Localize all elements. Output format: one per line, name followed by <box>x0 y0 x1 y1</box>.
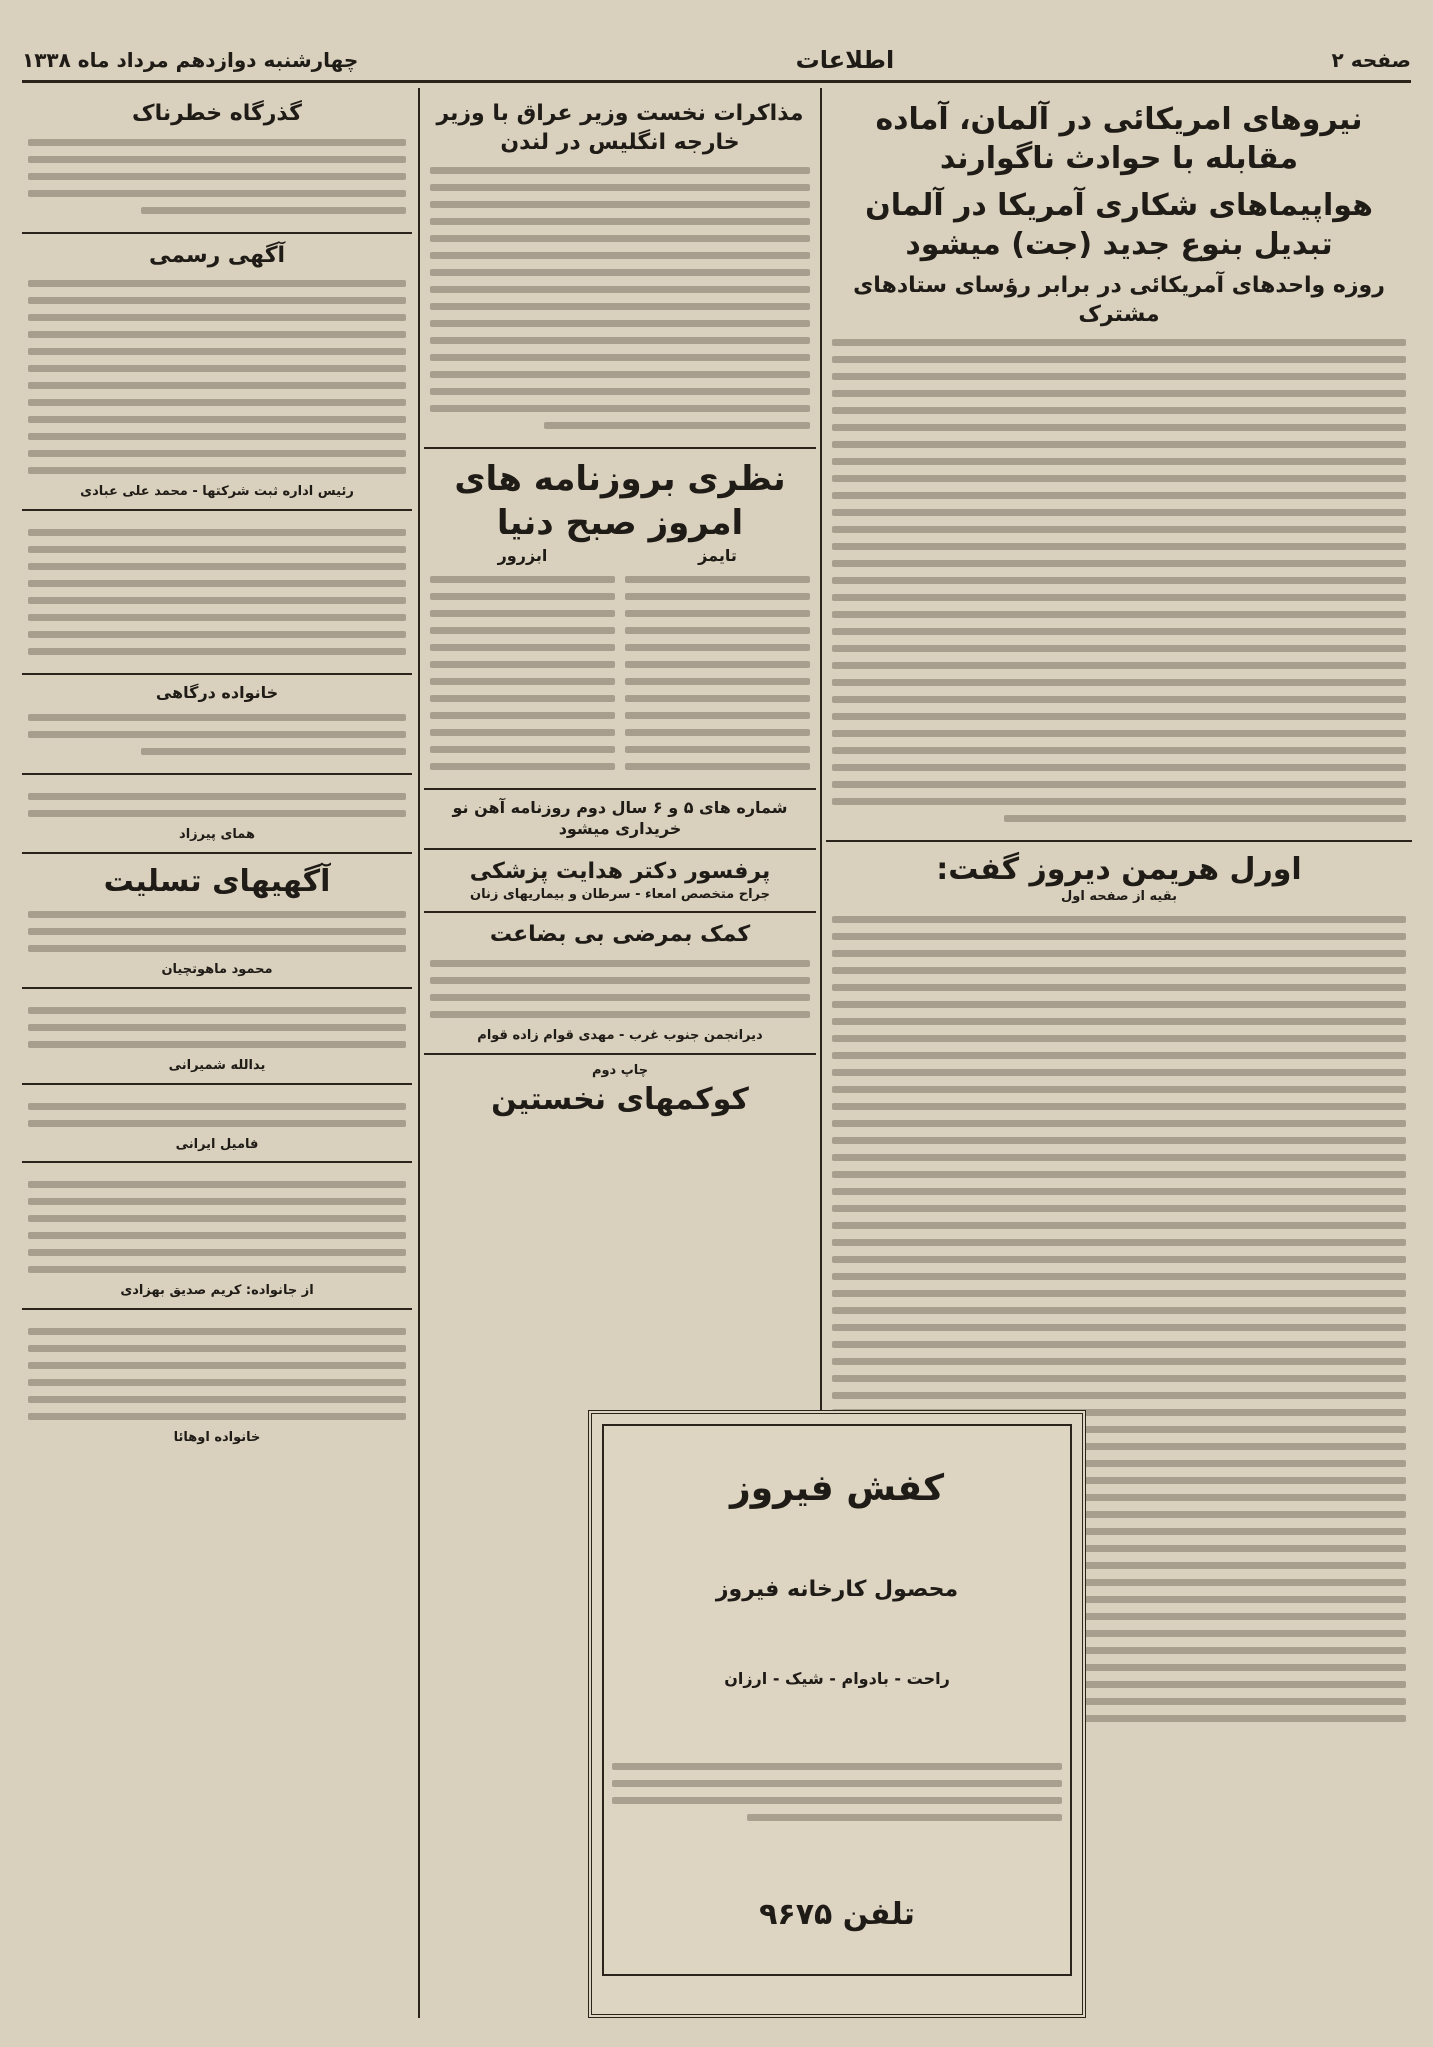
charity-box <box>424 913 816 1054</box>
subscription-box <box>424 790 816 850</box>
condolence-sign: محمود ماهوتچیان <box>161 961 273 977</box>
ad-slogan: راحت - بادوام - شیک - ارزان <box>724 1668 950 1688</box>
book-edition: چاپ دوم <box>591 1062 649 1078</box>
issue-date: چهارشنبه دوازدهم مرداد ماه ۱۳۳۸ <box>22 48 359 72</box>
ad-product: محصول کارخانه فیروز <box>715 1577 959 1603</box>
family-1-name: خانواده درگاهی <box>155 683 279 703</box>
harriman-sub: بقیه از صفحه اول <box>1061 889 1177 905</box>
iraq-talks-title: مذاکرات نخست وزیر عراق با وزیر خارجه انگلیس در لندن <box>436 101 804 155</box>
ad-ornament <box>602 1424 1072 1976</box>
condolences <box>22 854 412 989</box>
charity-sign: دیرانجمن جنوب غرب - مهدی قوام زاده قوام <box>477 1028 763 1044</box>
family-notice-2 <box>22 675 412 775</box>
thanks-sign-3: از جانواده: کریم صدیق بهزادی <box>120 1283 314 1299</box>
column-middle <box>424 92 816 1412</box>
article-body <box>832 339 1406 822</box>
iraq-talks <box>424 92 816 449</box>
thanks-1 <box>22 989 412 1085</box>
paper-name: اطلاعات <box>795 46 895 74</box>
dangerous-pass <box>22 92 412 234</box>
doctor-name: پرفسور دکتر هدایت پزشکی <box>469 858 771 884</box>
official-notice-sign: رئیس اداره ثبت شرکتها - محمد علی عبادی <box>80 484 354 500</box>
official-notice <box>22 234 412 511</box>
column-rule-2 <box>418 88 420 2018</box>
family-2-name: همای پیرزاد <box>179 826 255 842</box>
book-ad <box>424 1055 816 1127</box>
book-title: کوکمهای نخستین <box>491 1081 749 1117</box>
firouz-shoe-ad <box>588 1410 1086 2018</box>
ad-phone: تلفن ۹۶۷۵ <box>759 1897 915 1933</box>
thanks-3 <box>22 1163 412 1310</box>
observer-head: ابزرور <box>497 545 548 565</box>
harriman-title: اورل هریمن دیروز گفت: <box>936 852 1302 888</box>
thanks-sign-1: یدالله شمیرانی <box>168 1057 266 1073</box>
masthead <box>22 40 1411 83</box>
charity-title: کمک بمرضی بی بضاعت <box>489 922 751 948</box>
family-notice-3 <box>22 775 412 854</box>
thanks-2 <box>22 1085 412 1164</box>
press-review-cols <box>430 546 810 781</box>
family-3-name: خانواده اوهائا <box>173 1430 261 1446</box>
headline-2: هواپیماهای شکاری آمریکا در آلمان تبدیل بنوع جدید (جت) میشود <box>865 188 1373 262</box>
press-review <box>424 449 816 790</box>
ad-brand: کفش فیروز <box>729 1467 945 1509</box>
ad-copy <box>612 1753 1062 1831</box>
press-review-banner: نظری بروزنامه های امروز صبح دنیا <box>454 459 786 544</box>
column-left <box>22 92 412 1992</box>
family-notice-1 <box>22 511 412 675</box>
headline-1: نیروهای امریکائی در آلمان، آماده مقابله با حوادث ناگوارند <box>875 102 1363 176</box>
headline-3: روزه واحدهای آمریکائی در برابر رؤسای ستادهای مشترک <box>853 273 1385 327</box>
doctor-specialty: جراح متخصص امعاء - سرطان و بیماریهای زنان <box>469 886 771 902</box>
press-col-times <box>625 546 810 781</box>
condolence-title: آگهیهای تسلیت <box>103 863 331 899</box>
subscription-text: شماره های ۵ و ۶ سال دوم روزنامه آهن نو خریداری میشود <box>452 798 788 839</box>
thanks-sign-2: فامیل ایرانی <box>175 1136 259 1152</box>
dangerous-pass-title: گذرگاه خطرناک <box>132 101 302 126</box>
times-head: تایمز <box>698 545 737 565</box>
press-col-observer <box>430 546 615 781</box>
lead-article <box>826 92 1412 842</box>
doctor-ad <box>424 850 816 913</box>
official-notice-title: آگهی رسمی <box>148 242 286 268</box>
page-number: صفحه ۲ <box>1331 48 1411 72</box>
thanks-4 <box>22 1310 412 1455</box>
